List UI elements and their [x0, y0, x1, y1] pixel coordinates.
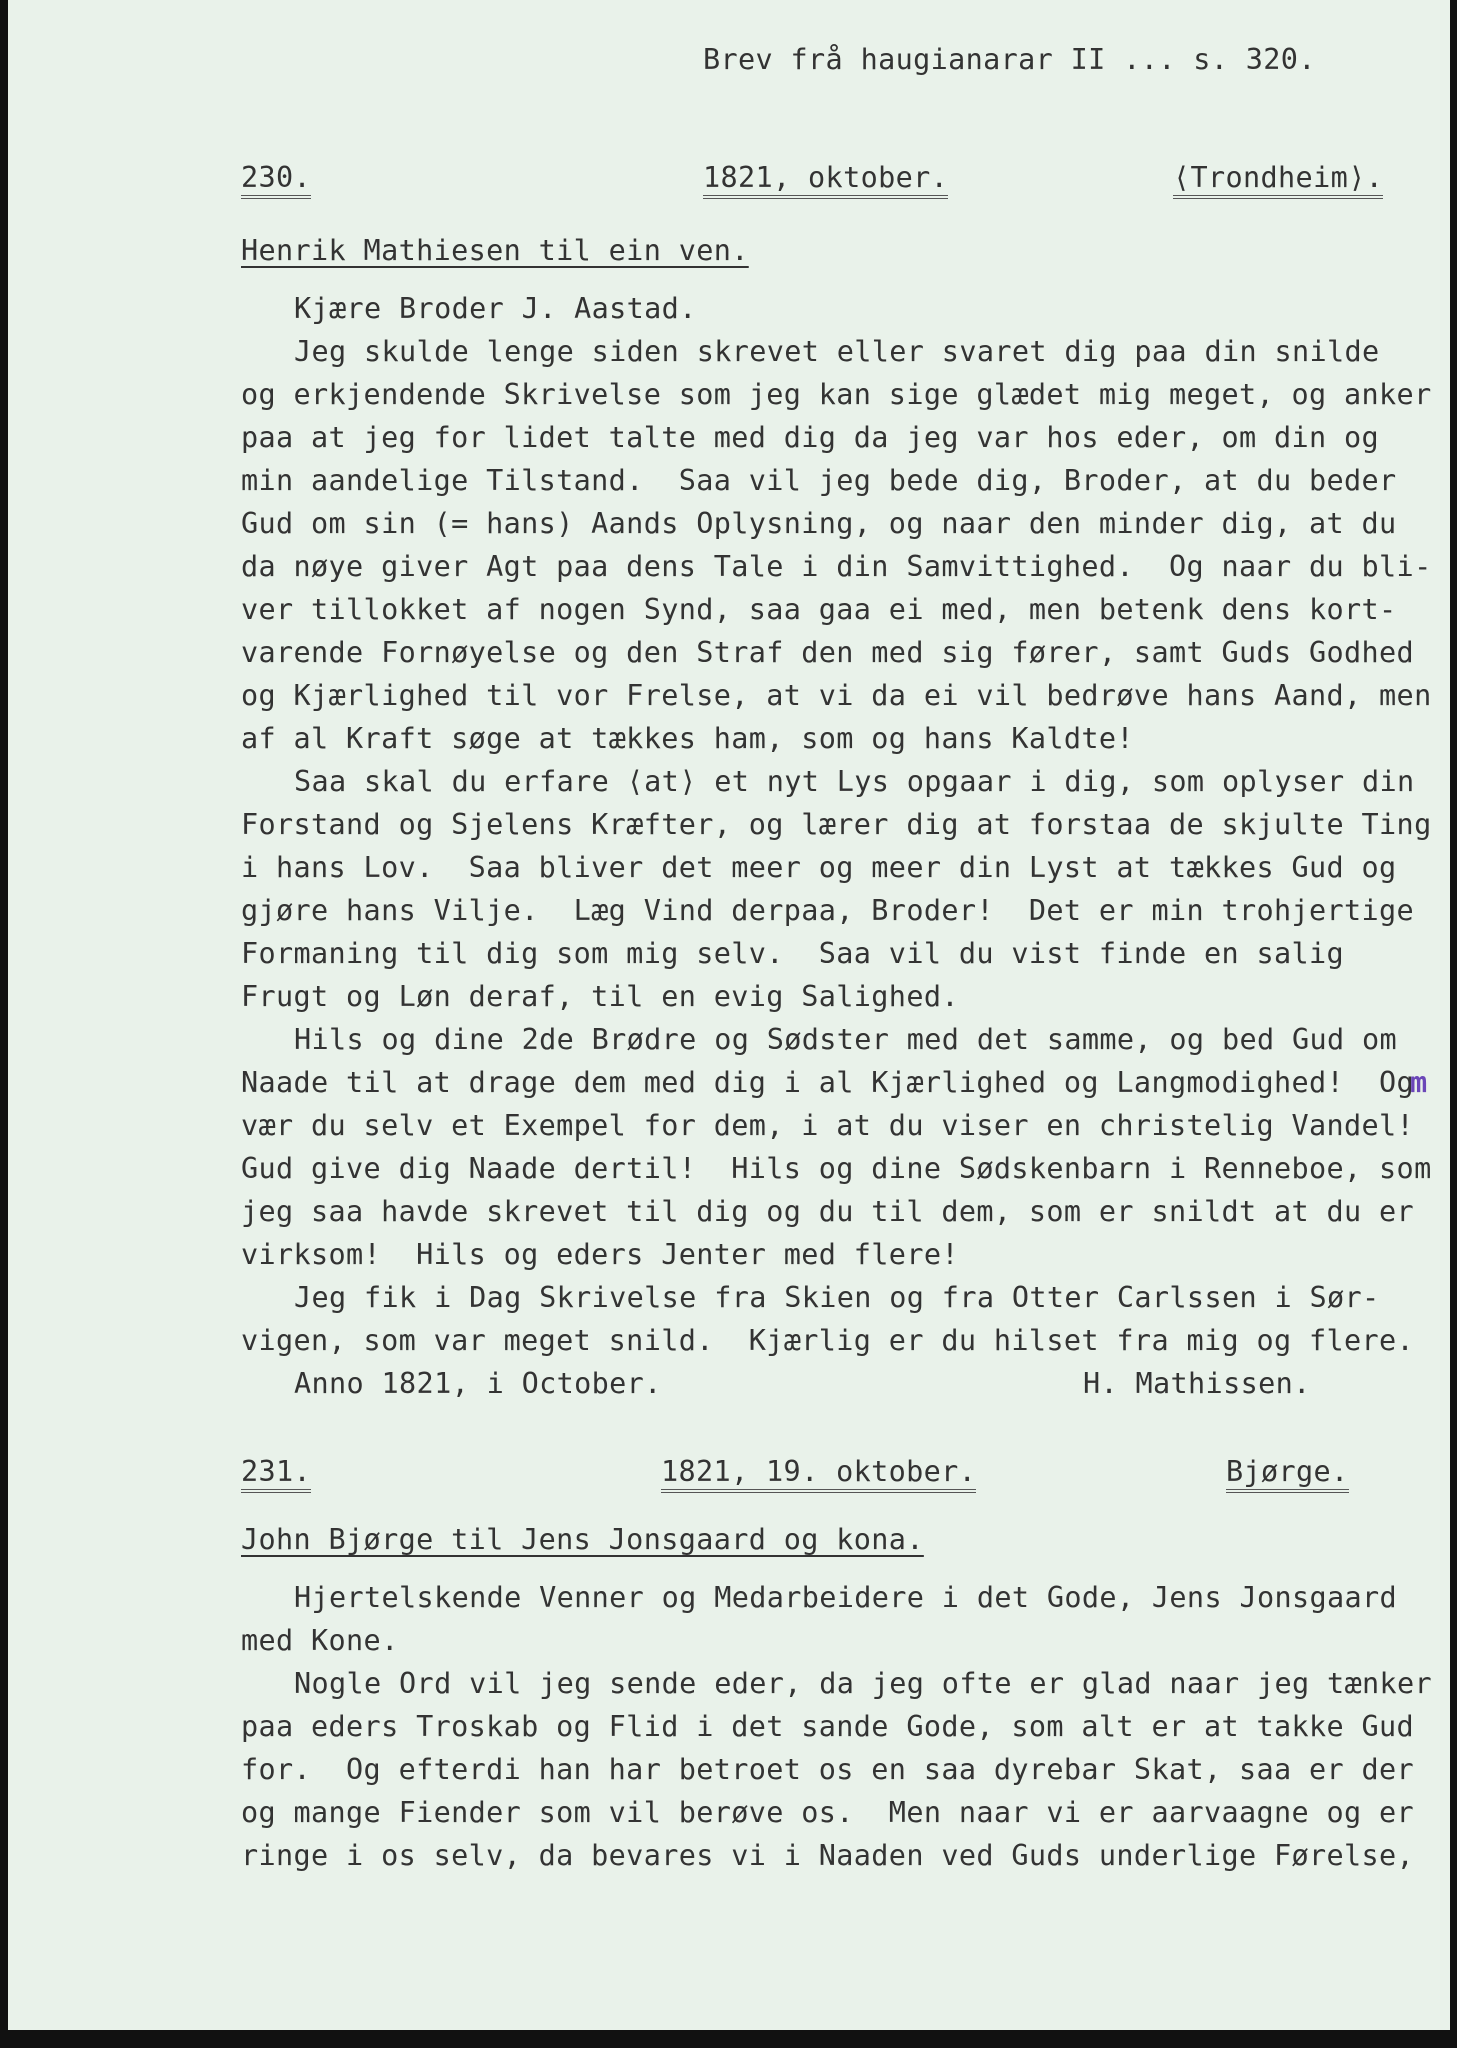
body-line: og Kjærlighed til vor Frelse, at vi da ei vil bedrøve hans Aand, men [241, 679, 1432, 712]
body-line: min aandelige Tilstand. Saa vil jeg bede dig, Broder, at du beder [241, 464, 1397, 497]
letter-number: 230. [241, 164, 311, 199]
body-line: Jeg skulde lenge siden skrevet eller svaret dig paa din snilde [294, 335, 1380, 368]
letter-title: Henrik Mathiesen til ein ven. [241, 234, 749, 267]
document-page [8, 0, 1450, 2030]
body-line: og erkjendende Skrivelse som jeg kan sige glædet mig meget, og anker [241, 378, 1432, 411]
body-line: Hils og dine 2de Brødre og Sødster med det samme, og bed Gud om [294, 1023, 1398, 1056]
letter-title: John Bjørge til Jens Jonsgaard og kona. [241, 1523, 924, 1556]
body-line: paa eders Troskab og Flid i det sande Gode, som alt er at takke Gud [241, 1710, 1415, 1743]
body-line: Frugt og Løn deraf, til en evig Salighed. [241, 980, 959, 1013]
body-line: Forstand og Sjelens Kræfter, og lærer dig at forstaa de skjulte Ting [241, 808, 1432, 841]
body-line: og mange Fiender som vil berøve os. Men naar vi er aarvaagne og er [241, 1796, 1415, 1829]
salutation: Hjertelskende Venner og Medarbeidere i det Gode, Jens Jonsgaard [294, 1581, 1398, 1614]
body-line: ringe i os selv, da bevares vi i Naaden ved Guds underlige Førelse, [241, 1839, 1415, 1872]
letter-date: 1821, 19. oktober. [661, 1458, 976, 1493]
body-line: i hans Lov. Saa bliver det meer og meer din Lyst at tækkes Gud og [241, 851, 1397, 884]
salutation: Kjære Broder J. Aastad. [294, 292, 697, 325]
closing-date: Anno 1821, i October. [294, 1367, 662, 1400]
body-line: for. Og efterdi han har betroet os en saa dyrebar Skat, saa er der [241, 1753, 1415, 1786]
body-line: Saa skal du erfare ⟨at⟩ et nyt Lys opgaar i dig, som oplyser din [294, 765, 1415, 798]
margin-mark: m [1410, 1066, 1428, 1099]
body-line: Gud give dig Naade dertil! Hils og dine Sødskenbarn i Renneboe, som [241, 1152, 1432, 1185]
body-line: af al Kraft søge at tækkes ham, som og hans Kaldte! [241, 722, 1134, 755]
body-line: Jeg fik i Dag Skrivelse fra Skien og fra Otter Carlssen i Sør- [294, 1281, 1380, 1314]
body-line: vær du selv et Exempel for dem, i at du viser en christelig Vandel! [241, 1109, 1415, 1142]
body-line: Gud om sin (= hans) Aands Oplysning, og naar den minder dig, at du [241, 507, 1397, 540]
letter-number: 231. [241, 1458, 311, 1493]
running-header: Brev frå haugianarar II ... s. 320. [703, 43, 1316, 76]
salutation: med Kone. [241, 1624, 399, 1657]
body-line: gjøre hans Vilje. Læg Vind derpaa, Broder! Det er min trohjertige [241, 894, 1415, 927]
body-line: virksom! Hils og eders Jenter med flere! [241, 1238, 959, 1271]
body-line: da nøye giver Agt paa dens Tale i din Samvittighed. Og naar du bli- [241, 550, 1432, 583]
signature: H. Mathissen. [1083, 1367, 1311, 1400]
body-line: paa at jeg for lidet talte med dig da jeg var hos eder, om din og [241, 421, 1380, 454]
body-line: Formaning til dig som mig selv. Saa vil du vist finde en salig [241, 937, 1345, 970]
body-line: varende Fornøyelse og den Straf den med sig fører, samt Guds Godhed [241, 636, 1415, 669]
body-line: vigen, som var meget snild. Kjærlig er du hilset fra mig og flere. [241, 1324, 1415, 1357]
letter-place: ⟨Trondheim⟩. [1173, 164, 1383, 199]
body-line: jeg saa havde skrevet til dig og du til dem, som er snildt at du er [241, 1195, 1415, 1228]
body-line: Nogle Ord vil jeg sende eder, da jeg ofte er glad naar jeg tænker [294, 1667, 1433, 1700]
letter-date: 1821, oktober. [703, 164, 948, 199]
letter-place: Bjørge. [1226, 1458, 1349, 1493]
body-line: ver tillokket af nogen Synd, saa gaa ei med, men betenk dens kort- [241, 593, 1397, 626]
body-line: Naade til at drage dem med dig i al Kjærlighed og Langmodighed! Og [241, 1066, 1415, 1099]
